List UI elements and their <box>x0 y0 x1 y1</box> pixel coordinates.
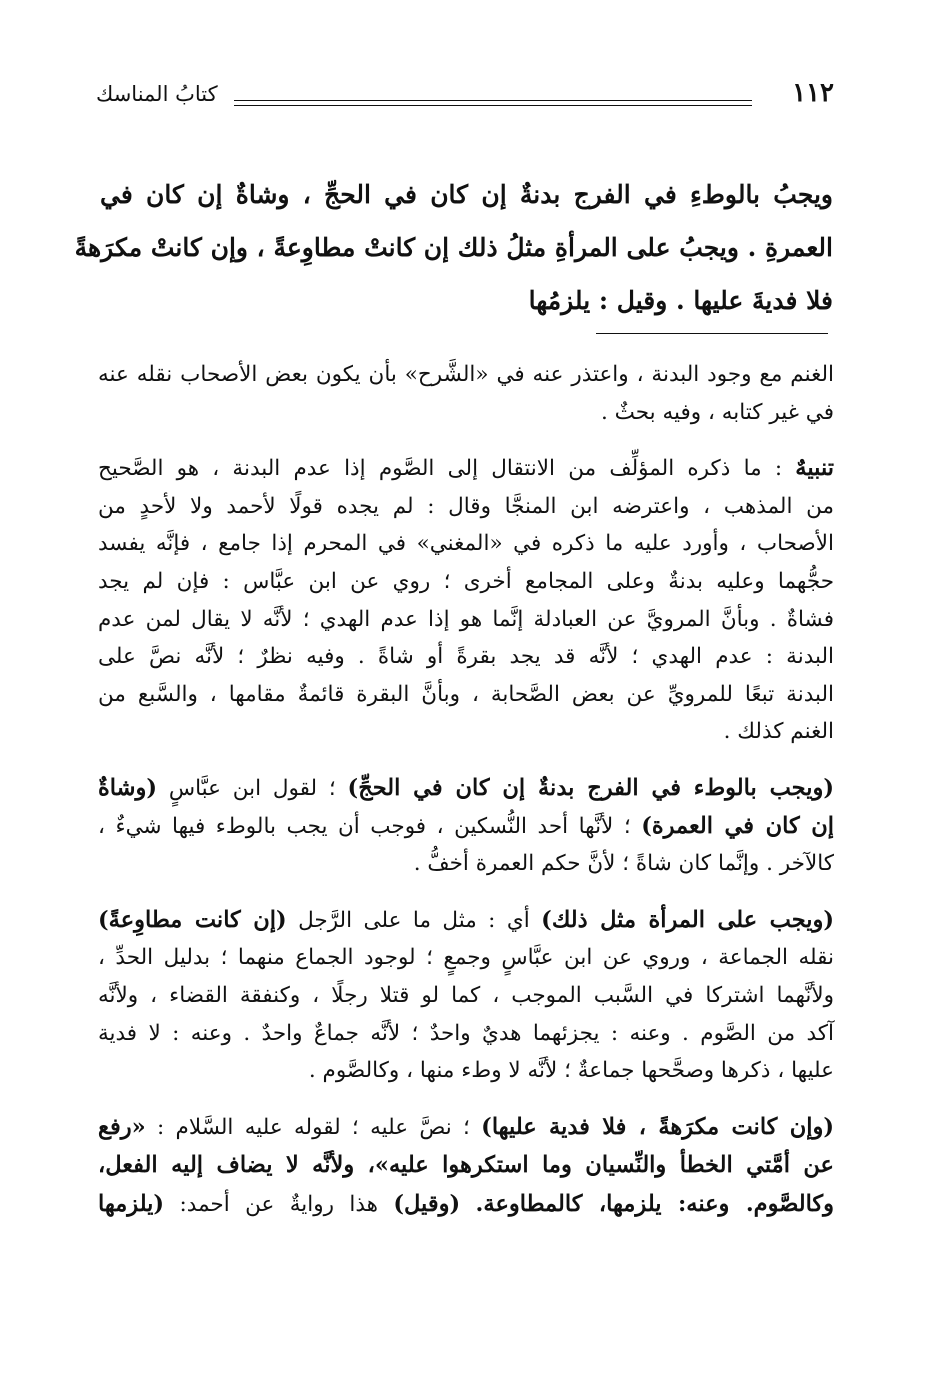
commentary-line: في غير كتابه ، وفيه بحثٌ . <box>600 399 834 425</box>
commentary-line: حجُّهما وعليه بدنةٌ وعلى المجامع أخرى ؛ روي عن ابن عبَّاس : فإن لم يجد <box>98 568 834 594</box>
commentary-text: ؛ لأنَّها أحد النُّسكين ، فوجب أن يجب بالوطء فيها شيءٌ ، <box>98 813 642 839</box>
quoted-matn: إن كان في العمرة) <box>641 812 834 839</box>
commentary-line <box>98 902 834 940</box>
page-number: ١١٢ <box>792 78 834 108</box>
commentary-line <box>98 808 834 846</box>
commentary-line: البدنة تبعًا للمرويِّ عن بعض الصَّحابة ، وبأنَّ البقرة قائمةٌ مقامها ، والسَّبع من <box>98 681 834 707</box>
commentary-line: الغنم كذلك . <box>723 719 834 745</box>
quoted-matn: (وشاةٌ <box>98 774 158 801</box>
commentary-text: أي : مثل ما على الرَّجل <box>286 907 542 933</box>
note-heading: تنبيهٌ <box>795 455 834 482</box>
commentary-line: آكد من الصَّوم . وعنه : يجزئهما هديٌ واحدٌ ؛ لأنَّه جماعٌ واحدٌ . وعنه : لا فدية <box>98 1020 834 1046</box>
footnote-separator <box>596 333 828 334</box>
commentary-text: : ما ذكره المؤلِّف من الانتقال إلى الصَّوم إذا عدم البدنة ، هو الصَّحيح <box>98 456 796 482</box>
commentary-line: فشاةٌ . وبأنَّ المرويَّ عن العبادلة إنَّما هو إذا عدم الهدي ؛ لأنَّه لا يقال لمن عدم <box>98 606 834 632</box>
commentary-line <box>98 450 834 488</box>
commentary-paragraph <box>98 770 834 883</box>
commentary-line: ولأنَّهما اشتركا في السَّبب الموجب ، كما لو قتلا رجلًا ، وكنفقة القضاء ، ولأنَّه <box>98 982 834 1008</box>
commentary-line <box>98 770 834 808</box>
quoted-matn: (وقيل) <box>393 1190 461 1217</box>
commentary <box>98 356 834 1243</box>
commentary-line: من المذهب ، واعترضه ابن المنجَّا وقال : لم يجده قولًا لأحمد ولا لأحدٍ من <box>98 493 834 519</box>
main-text-line: فلا فديةَ عليها . وقيل : يلزمُها <box>528 286 833 315</box>
commentary-paragraph <box>98 902 834 1090</box>
commentary-text: ؛ لقول ابن عبَّاسٍ <box>157 775 348 801</box>
running-title: كتابُ المناسك <box>96 82 218 106</box>
commentary-line <box>98 1147 834 1186</box>
main-text-line: العمرةِ . ويجبُ على المرأةِ مثلُ ذلك إن كانتْ مطاوِعةً ، وإن كانتْ مكرَهةً <box>74 233 833 262</box>
quoted-matn: (ويجب على المرأة مثل ذلك) <box>541 906 834 933</box>
commentary-line: عليها ، ذكرها وصحَّحها جماعةٌ ؛ لأنَّه لا وطء منها ، وكالصَّوم . <box>308 1058 834 1084</box>
quoted-matn: (ويجب بالوطء في الفرج بدنةٌ إن كان في الحجِّ) <box>347 774 834 801</box>
commentary-line: الغنم مع وجود البدنة ، واعتذر عنه في «الشَّرح» بأن يكون بعض الأصحاب نقله عنه <box>98 362 834 387</box>
hadith-quote: «رفع <box>98 1113 146 1140</box>
commentary-line: البدنة : عدم الهدي ؛ لأنَّه قد يجد بقرةً أو شاةً . وفيه نظرٌ ؛ لأنَّه نصَّ على <box>98 644 834 670</box>
commentary-bold: وكالصَّوم. وعنه: يلزمها، كالمطاوعة. <box>475 1190 835 1217</box>
commentary-text <box>460 1192 475 1217</box>
quoted-matn: (يلزمها <box>98 1190 165 1217</box>
main-text-line: ويجبُ بالوطءِ في الفرج بدنةٌ إن كان في الحجِّ ، وشاةٌ إن كان في <box>100 180 833 209</box>
page-header <box>96 78 834 118</box>
commentary-text: هذا روايةٌ عن أحمد: <box>164 1191 394 1217</box>
quoted-matn: (إن كانت مطاوِعةً) <box>98 906 287 933</box>
commentary-line: نقله الجماعة ، وروي عن ابن عبَّاسٍ وجمعٍ ؛ لوجود الجماع منهما ؛ بدليل الحدِّ ، <box>98 945 834 971</box>
commentary-line <box>98 1186 834 1225</box>
main-text <box>74 168 833 327</box>
hadith-quote: عن أمَّتي الخطأ والنِّسيان وما استكرهوا عليه»، ولأنَّه لا يضاف إليه الفعل، <box>98 1152 834 1179</box>
commentary-line <box>98 1109 834 1148</box>
quoted-matn: (وإن كانت مكرَهةً ، فلا فدية عليها) <box>481 1113 834 1140</box>
header-rule <box>234 100 752 106</box>
commentary-paragraph <box>98 450 834 751</box>
commentary-paragraph <box>98 1109 834 1225</box>
commentary-line: كالآخر . وإنَّما كان شاةً ؛ لأنَّ حكم العمرة أخفُّ . <box>413 851 834 877</box>
commentary-text: ؛ نصَّ عليه ؛ لقوله عليه السَّلام : <box>145 1114 482 1140</box>
commentary-line: الأصحاب ، وأورد عليه ما ذكره في «المغني» في المحرم إذا جامع ، فإنَّه يفسد <box>98 531 834 557</box>
commentary-paragraph <box>98 356 834 431</box>
